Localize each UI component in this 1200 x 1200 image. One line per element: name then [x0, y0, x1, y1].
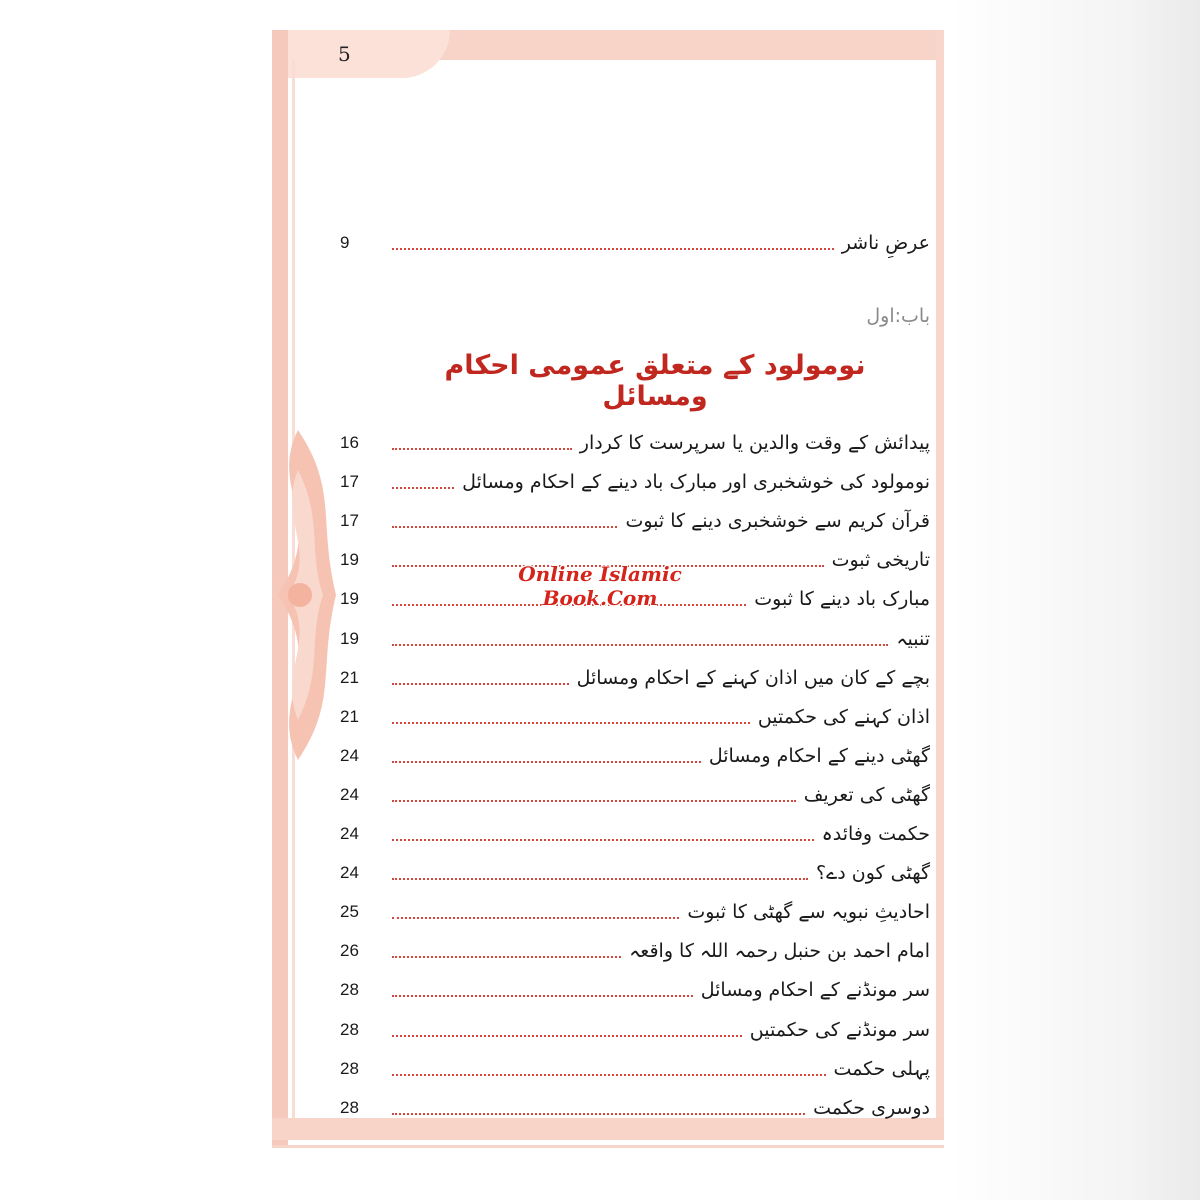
toc-entry — [340, 461, 930, 497]
toc-entry-leader — [392, 956, 621, 958]
toc-entry — [340, 813, 930, 849]
toc-entry-title: عرضِ ناشر — [841, 232, 930, 254]
toc-entry — [340, 1048, 930, 1084]
page-edge-shadow — [950, 0, 1200, 1200]
toc-entry-title: حکمت وفائدہ — [821, 823, 930, 845]
toc-entry-leader — [392, 248, 834, 250]
frame-right-border — [936, 30, 944, 1140]
toc-entry-page: 28 — [340, 980, 359, 999]
toc-entry-page: 19 — [340, 550, 359, 569]
toc-entry-page: 21 — [340, 668, 359, 687]
toc-entry — [340, 735, 930, 771]
toc-entry-leader — [392, 1074, 826, 1076]
toc-entry-page: 28 — [340, 1098, 359, 1117]
watermark — [510, 562, 690, 610]
toc-entry-title: پیدائش کے وقت والدین یا سرپرست کا کردار — [579, 432, 930, 454]
toc-entry-title: احادیثِ نبویہ سے گھٹی کا ثبوت — [687, 901, 930, 923]
toc-entry-page: 24 — [340, 863, 359, 882]
toc-entry-title: تنبیہ — [896, 628, 930, 650]
toc-entry-title: گھٹی کون دے؟ — [816, 862, 930, 884]
toc-entry-leader — [392, 683, 569, 685]
toc-entry-title: گھٹی کی تعریف — [803, 784, 930, 806]
toc-entry-title: امام احمد بن حنبل رحمہ اللہ کا واقعہ — [629, 940, 930, 962]
frame-top-corner-ornament — [280, 30, 450, 78]
toc-entry-title: سر مونڈنے کے احکام ومسائل — [700, 979, 930, 1001]
toc-entry — [340, 696, 930, 732]
toc-entry — [340, 500, 930, 536]
toc-entry-leader — [392, 800, 796, 802]
toc-entry-leader — [392, 448, 572, 450]
toc-entry-page: 19 — [340, 629, 359, 648]
toc-entry-leader — [392, 878, 808, 880]
toc-entry-page: 28 — [340, 1020, 359, 1039]
toc-entry-title: دوسری حکمت — [813, 1097, 930, 1119]
toc-entry-page: 24 — [340, 824, 359, 843]
toc-entry — [340, 422, 930, 458]
toc-entry-title: تاریخی ثبوت — [831, 549, 930, 571]
toc-entry — [340, 1009, 930, 1045]
toc-entry-page: 19 — [340, 589, 359, 608]
frame-bottom-line — [272, 1145, 944, 1148]
toc-entry — [340, 618, 930, 654]
toc-entry-title: پہلی حکمت — [833, 1058, 930, 1080]
toc-entry-page: 26 — [340, 941, 359, 960]
toc-entry-leader — [392, 644, 888, 646]
toc-entry-page: 17 — [340, 472, 359, 491]
toc-entry — [340, 774, 930, 810]
toc-entry-leader — [392, 1113, 805, 1115]
toc-entry — [340, 852, 930, 888]
toc-entry-title: اذان کہنے کی حکمتیں — [757, 706, 930, 728]
toc-entry-leader — [392, 1035, 742, 1037]
toc-entry-page: 24 — [340, 785, 359, 804]
toc-entry-page: 9 — [340, 233, 350, 252]
toc-entry — [340, 969, 930, 1005]
toc-entry-page: 16 — [340, 433, 359, 452]
toc-entry-leader — [392, 722, 750, 724]
toc-entry-leader — [392, 761, 701, 763]
toc-entry — [340, 930, 930, 966]
toc-entry-page: 24 — [340, 746, 359, 765]
toc-entry-leader — [392, 917, 679, 919]
toc-entry-page: 25 — [340, 902, 359, 921]
toc-entry-page: 17 — [340, 511, 359, 530]
chapter-label: باب:اول — [866, 305, 930, 327]
toc-entry-title: سر مونڈنے کی حکمتیں — [749, 1019, 930, 1041]
toc-entry-title: بچے کے کان میں اذان کہنے کے احکام ومسائل — [576, 667, 930, 689]
chapter-heading: نومولود کے متعلق عمومی احکام ومسائل — [444, 350, 866, 412]
page-number: 5 — [338, 42, 351, 66]
toc-entry — [340, 891, 930, 927]
toc-entry-title: مبارک باد دینے کا ثبوت — [754, 588, 930, 610]
toc-entry — [340, 657, 930, 693]
watermark-line-1: Online Islamic — [518, 562, 682, 586]
toc-entry-page: 28 — [340, 1059, 359, 1078]
toc-entry-title: نومولود کی خوشخبری اور مبارک باد دینے کے احکام ومسائل — [462, 471, 930, 493]
toc-entry-leader — [392, 526, 617, 528]
watermark-line-2: Book.Com — [542, 586, 658, 610]
toc-entry-title: قرآن کریم سے خوشخبری دینے کا ثبوت — [625, 510, 930, 532]
toc-entry-title: گھٹی دینے کے احکام ومسائل — [708, 745, 930, 767]
side-ornament-icon — [258, 430, 338, 760]
toc-entry-leader — [392, 487, 454, 489]
toc-entry-intro — [340, 222, 930, 258]
toc-entry-leader — [392, 839, 814, 841]
toc-entry-page: 21 — [340, 707, 359, 726]
toc-entry — [340, 1087, 930, 1123]
toc-entry-leader — [392, 995, 693, 997]
